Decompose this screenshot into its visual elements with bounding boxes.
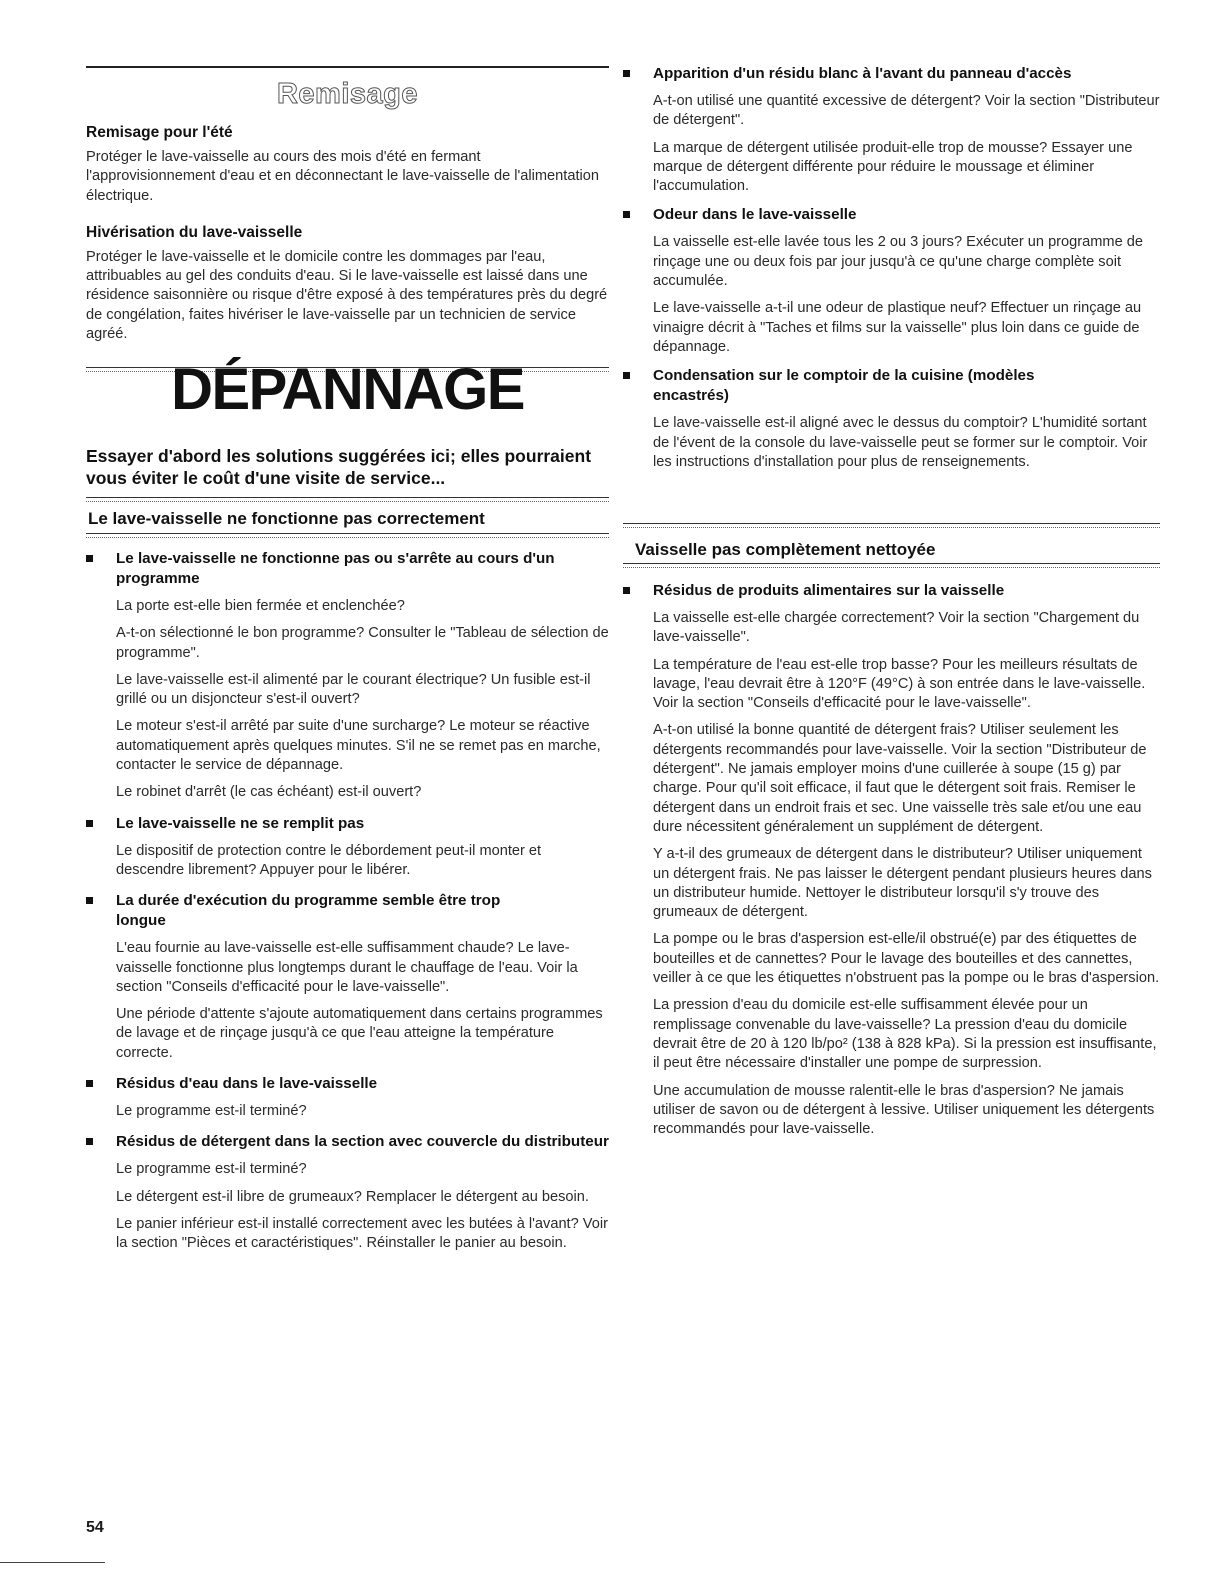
bullet-icon [623,587,630,594]
section-title-not-working: Le lave-vaisselle ne fonctionne pas correctement [88,509,485,528]
item-title: Résidus d'eau dans le lave-vaisselle [116,1075,378,1093]
list-item [86,1132,609,1253]
bullet-icon [623,372,630,379]
item-text: Le moteur s'est-il arrêté par suite d'une surcharge? Le moteur se réactive automatiquement après quelques minutes. S'il ne se remet pas en marche, contacter le service de dépannage. [116,718,601,774]
item-text: Le lave-vaisselle est-il aligné avec le dessus du comptoir? L'humidité sortant de l'évent de la console du lave-vaisselle peut se former sur le comptoir. Voir les instructions d'installation pour plus de renseignements. [653,415,1148,470]
troubleshooting-lead: Essayer d'abord les solutions suggérées ici; elles pourraient vous éviter le coût d'une visite de service... [86,446,592,488]
item-text: Le dispositif de protection contre le débordement peut-il monter et descendre librement? Appuyer pour le libérer. [116,842,542,878]
item-text: Une période d'attente s'ajoute automatiquement dans certains programmes de lavage et de rinçage jusqu'à ce que l'eau atteigne la température correcte. [116,1006,603,1061]
section-title-not-clean: Vaisselle pas complètement nettoyée [635,540,936,559]
item-text: A-t-on utilisé la bonne quantité de détergent frais? Utiliser seulement les détergents recommandés pour lave-vaisselle. Voir la section "Distributeur de détergent". Ne jamais employer moins d'une cuillerée à soupe (15 g) par charge. Pour qu'il soit efficace, il faut que le détergent soit frais. Remiser le détergent dans un endroit frais et sec. Une vaisselle très sale et/ou une eau dure nécessitent généralement un supplément de détergent. [653,722,1147,835]
divider [86,497,609,502]
list-item [623,581,1160,1139]
list-item [86,891,609,1063]
bullet-icon [623,211,630,218]
list-item [86,814,609,881]
item-title: Condensation sur le comptoir de la cuisine (modèles encastrés) [653,367,1035,405]
summer-storage-heading: Remisage pour l'été [86,124,233,141]
item-text: La pression d'eau du domicile est-elle suffisamment élevée pour un remplissage convenable du lave-vaisselle? La pression d'eau du domicile devrait être de 20 à 120 lb/po² (138 à 828 kPa). Si la pression est insuffisante, il peut être nécessaire d'installer une pompe de surpression. [653,997,1157,1072]
divider [623,563,1160,568]
item-text: La pompe ou le bras d'aspersion est-elle/il obstrué(e) par des étiquettes de bouteilles et de cannettes? Pour le lavage des bouteilles et des cannettes, veiller à ce que les étiquettes n'obstruent pas la pompe ou le bras d'aspersion. [653,931,1160,987]
item-text: Le robinet d'arrêt (le cas échéant) est-il ouvert? [116,784,422,801]
item-text: La marque de détergent utilisée produit-elle trop de mousse? Essayer une marque de détergent différente pour réduire le moussage et éliminer l'accumulation. [653,139,1133,195]
divider [623,523,1160,528]
item-title: Le lave-vaisselle ne fonctionne pas ou s'arrête au cours d'un programme [116,550,555,587]
storage-section [86,123,609,344]
item-text: Le lave-vaisselle a-t-il une odeur de plastique neuf? Effectuer un rinçage au vinaigre décrit à "Taches et films sur la vaisselle" plus loin dans ce guide de dépannage. [653,300,1142,355]
item-text: La température de l'eau est-elle trop basse? Pour les meilleurs résultats de lavage, l'eau devrait être à 120°F (49°C) à son entrée dans le lave-vaisselle. Voir la section "Conseils d'efficacité pour le lave-vaisselle". [653,656,1146,712]
bullet-icon [623,70,630,77]
item-text: Le détergent est-il libre de grumeaux? Remplacer le détergent au besoin. [116,1188,589,1205]
section-not-clean-items [623,581,1160,1139]
item-title: Apparition d'un résidu blanc à l'avant du panneau d'accès [653,65,1072,82]
bullet-icon [86,555,93,562]
item-text: La vaisselle est-elle lavée tous les 2 ou 3 jours? Exécuter un programme de rinçage une ou deux fois par jour jusqu'à ce qu'une charge complète soit accumulée. [653,234,1143,290]
bullet-icon [86,820,93,827]
item-text: Le panier inférieur est-il installé correctement avec les butées à l'avant? Voir la section "Pièces et caractéristiques". Réinstaller le panier au besoin. [116,1215,608,1252]
footer-rule [0,1562,105,1563]
section-not-working-items [86,549,609,1254]
storage-title: Remisage [276,78,418,110]
divider [86,533,609,538]
item-title: Odeur dans le lave-vaisselle [653,206,857,224]
item-text: Y a-t-il des grumeaux de détergent dans le distributeur? Utiliser uniquement un détergent frais. Ne pas laisser le détergent pendant plusieurs heures dans un distributeur humide. Nettoyer le distributeur lorsqu'il s'y trouve des grumeaux de détergent. [653,846,1152,921]
item-text: La porte est-elle bien fermée et enclenchée? [116,598,405,614]
item-text: Le lave-vaisselle est-il alimenté par le courant électrique? Un fusible est-il grillé ou un disjoncteur s'est-il ouvert? [116,671,591,708]
item-title: Le lave-vaisselle ne se remplit pas [116,814,365,832]
winterize-text: Protéger le lave-vaisselle et le domicile contre les dommages par l'eau, attribuables au gel des conduits d'eau. Si le lave-vaisselle est laissé dans une résidence saisonnière ou risque d'être exposé à des températures près du degré de congélation, faites hivériser le lave-vaisselle par un technicien de service agréé. [86,248,608,343]
troubleshooting-title: DÉPANNAGE [171,357,524,422]
item-title: Résidus de produits alimentaires sur la vaisselle [653,582,1005,599]
list-item [86,1074,609,1121]
list-item [623,366,1160,472]
item-title: La durée d'exécution du programme semble être trop longue [116,892,501,930]
item-text: La vaisselle est-elle chargée correctement? Voir la section "Chargement du lave-vaisselle". [653,610,1140,646]
item-text: L'eau fournie au lave-vaisselle est-elle suffisamment chaude? Le lave-vaisselle fonctionne plus longtemps durant le chauffage de l'eau. Voir la section "Conseils d'efficacité pour le lave-vaisselle". [116,940,578,995]
list-item [623,205,1160,357]
bullet-icon [86,897,93,904]
winterize-heading: Hivérisation du lave-vaisselle [86,223,303,241]
list-item [86,549,609,803]
list-item [623,64,1160,196]
page-number: 54 [86,1519,104,1536]
item-text: A-t-on utilisé une quantité excessive de détergent? Voir la section "Distributeur de détergent". [653,93,1160,129]
right-items [623,64,1160,472]
bullet-icon [86,1080,93,1087]
item-text: Une accumulation de mousse ralentit-elle le bras d'aspersion? Ne jamais utiliser de savon ou de détergent à lessive. Utiliser uniquement les détergents recommandés pour lave-vaisselle. [653,1082,1155,1138]
bullet-icon [86,1138,93,1145]
item-text: Le programme est-il terminé? [116,1103,307,1120]
summer-storage-text: Protéger le lave-vaisselle au cours des mois d'été en fermant l'approvisionnement d'eau et en déconnectant le lave-vaisselle de l'alimentation électrique. [86,149,599,204]
item-text: A-t-on sélectionné le bon programme? Consulter le "Tableau de sélection de programme". [116,625,609,661]
top-rule [86,66,609,68]
item-title: Résidus de détergent dans la section avec couvercle du distributeur [116,1133,609,1151]
item-text: Le programme est-il terminé? [116,1161,307,1178]
